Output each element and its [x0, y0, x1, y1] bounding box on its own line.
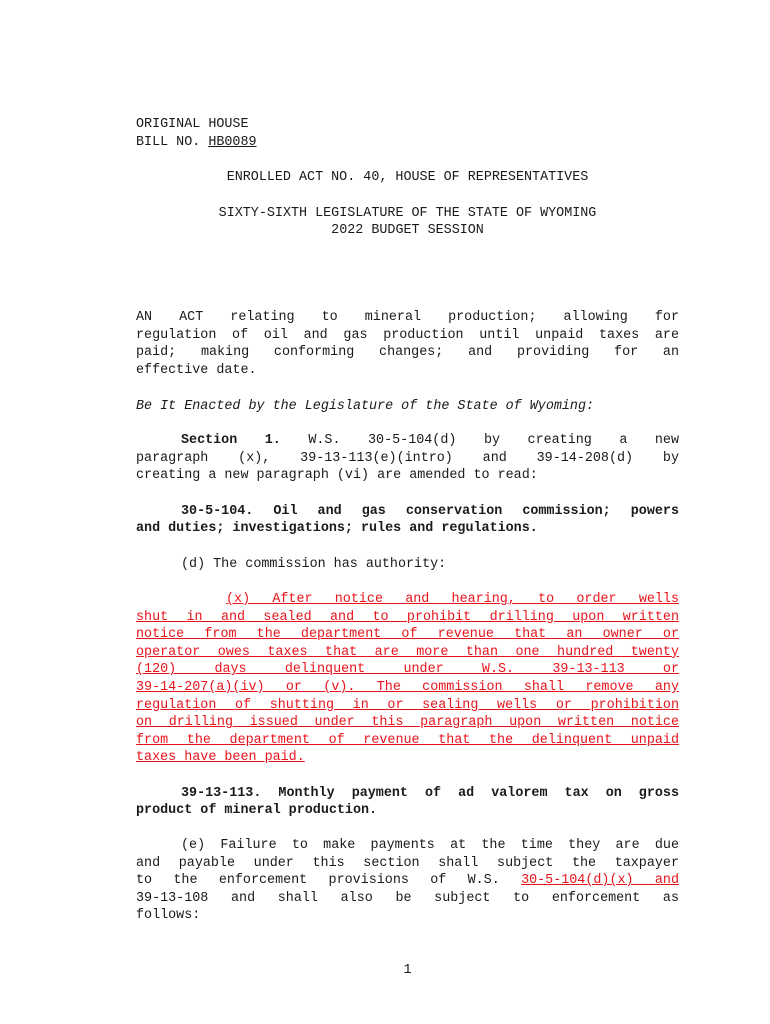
- bill-number: HB0089: [208, 134, 257, 150]
- act-title-line: paid; making conforming changes; and providing for an: [136, 345, 679, 361]
- inserted-paragraph-line: from the department of revenue that the delinquent unpaid: [136, 732, 679, 748]
- inserted-paragraph-line: (x) After notice and hearing, to order wells: [226, 592, 679, 607]
- act-title-line: effective date.: [136, 362, 257, 378]
- enacting-clause: Be It Enacted by the Legislature of the State of Wyoming:: [136, 398, 595, 414]
- section-1-line: paragraph (x), 39-13-113(e)(intro) and 39-14-208(d) by: [136, 450, 679, 466]
- statute-heading: 39-13-113. Monthly payment of ad valorem tax on gross: [181, 785, 679, 801]
- original-house-label: ORIGINAL HOUSE: [136, 117, 249, 132]
- subsection-d: (d) The commission has authority:: [181, 556, 447, 572]
- inserted-paragraph-line: notice from the department of revenue that an owner or: [136, 627, 679, 643]
- enrolled-act-heading: ENROLLED ACT NO. 40, HOUSE OF REPRESENTATIVES: [226, 170, 589, 185]
- subsection-e-text: to the enforcement provisions of W.S.: [136, 873, 522, 889]
- section-1-line: [136, 432, 679, 450]
- inserted-paragraph-line: shut in and sealed and to prohibit drilling upon written: [136, 609, 679, 625]
- inserted-paragraph-line: (120) days delinquent under W.S. 39-13-113 or: [136, 662, 679, 678]
- page-number: 1: [403, 963, 412, 978]
- act-title-line: AN ACT relating to mineral production; allowing for: [136, 310, 679, 325]
- inserted-paragraph-line: 39-14-207(a)(iv) or (v). The commission shall remove any: [136, 680, 679, 695]
- subsection-e-line: 39-13-108 and shall also be subject to enforcement as: [136, 890, 679, 906]
- inserted-paragraph-line: on drilling issued under this paragraph upon written notice: [136, 715, 679, 731]
- section-1-text: W.S. 30-5-104(d) by creating a new: [280, 433, 679, 448]
- subsection-e-line: follows:: [136, 908, 201, 924]
- inserted-paragraph-line: regulation of shutting in or sealing wells or prohibition: [136, 697, 679, 713]
- section-1-line: creating a new paragraph (vi) are amended to read:: [136, 468, 538, 484]
- statute-heading: product of mineral production.: [136, 803, 378, 819]
- legislature-heading: SIXTY-SIXTH LEGISLATURE OF THE STATE OF WYOMING: [218, 205, 597, 221]
- statute-heading: and duties; investigations; rules and regulations.: [136, 521, 538, 537]
- inserted-paragraph-line: taxes have been paid.: [136, 750, 305, 766]
- subsection-e-line: (e) Failure to make payments at the time they are due: [181, 838, 679, 853]
- inserted-paragraph-line: operator owes taxes that are more than one hundred twenty: [136, 644, 679, 660]
- statute-heading: 30-5-104. Oil and gas conservation commission; powers: [181, 503, 679, 519]
- inserted-citation: 30-5-104(d)(x) and: [521, 873, 679, 889]
- act-title-line: regulation of oil and gas production until unpaid taxes are: [136, 327, 679, 343]
- bill-number-line: [136, 134, 679, 152]
- section-1-label: Section 1.: [181, 433, 281, 448]
- subsection-e-line: and payable under this section shall subject the taxpayer: [136, 855, 679, 871]
- bill-number-prefix: BILL NO.: [136, 134, 209, 150]
- session-heading: 2022 BUDGET SESSION: [331, 223, 484, 238]
- subsection-e-line: [136, 872, 679, 890]
